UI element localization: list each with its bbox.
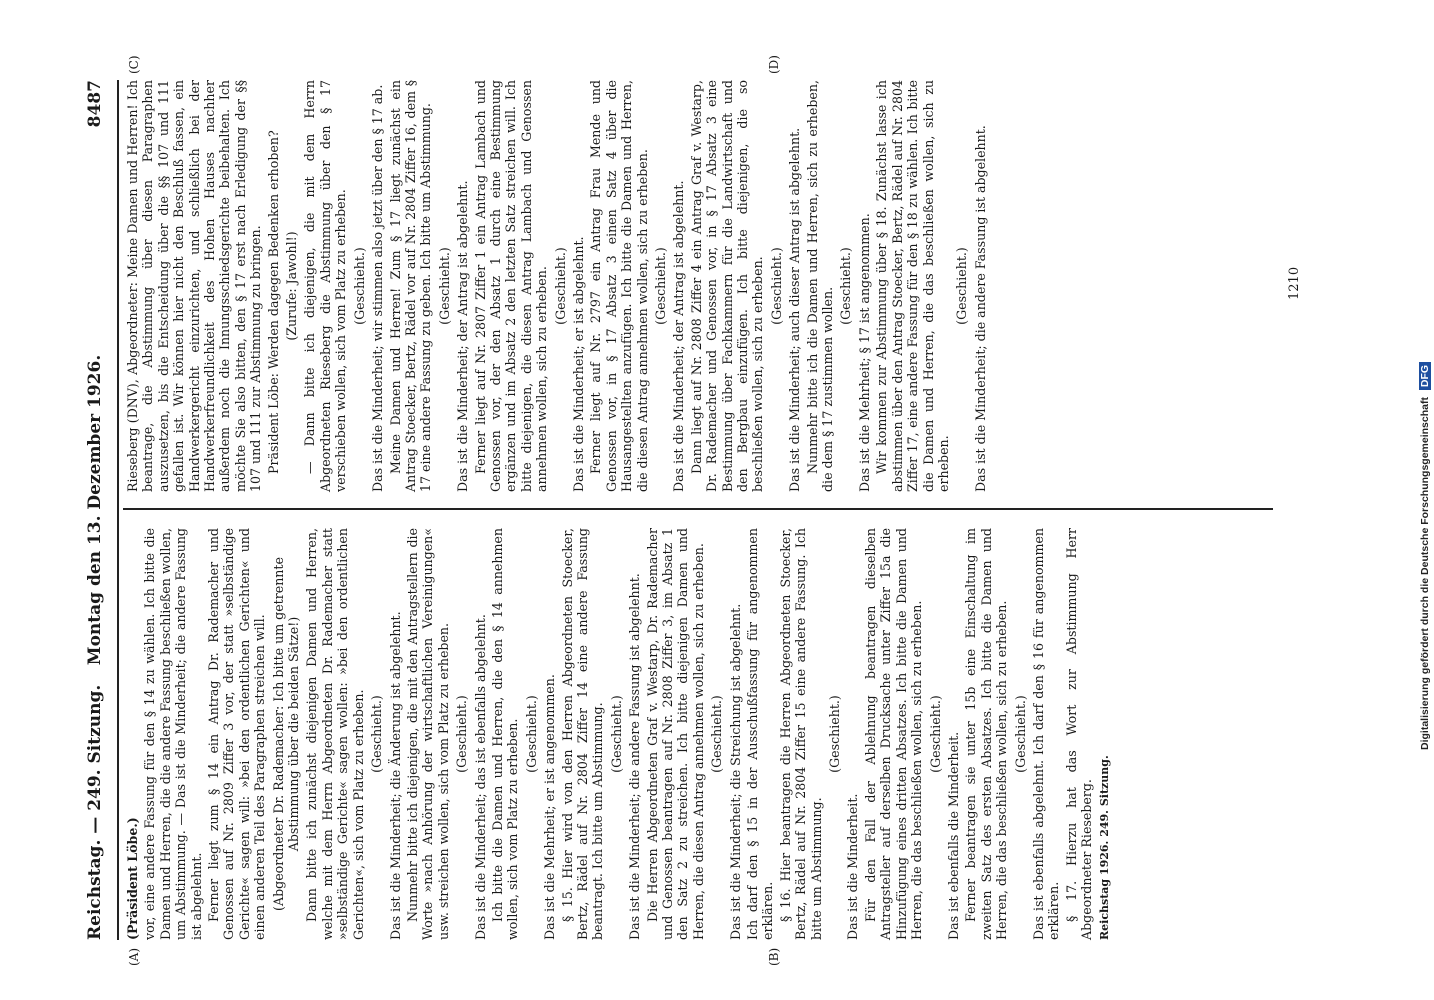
dfg-logo: DFG [1419,362,1431,390]
page-header [77,80,119,940]
paragraph: § 17. Hierzu hat das Wort zur Abstimmung Herr Abgeordneter Rieseberg. [1063,528,1095,940]
document-page [77,55,1377,966]
paragraph: Meine Damen und Herren! Zum § 17 liegt zunächst ein Antrag Stoecker, Bertz, Rädel vor auf Nr. 2804 Ziffer 16, dem § 17 eine andere Fassung zu geben. Ich bitte um Abstimmung. [387,80,434,492]
page-footer: Reichstag 1926. 249. Sitzung. [1097,755,1111,940]
paragraph: Die Herren Abgeordneten Graf v. Westarp, Dr. Rademacher und Genossen beantragen auf Nr. 2808 Ziffer 3, im Absatz 1 den Satz 2 zu streichen. Ich bitte diejenigen Damen und Herren, die diesen Antrag annehmen wollen, sich zu erheben. [644,528,706,940]
column-divider [123,508,1273,510]
paragraph: Dann bitte ich zunächst diejenigen Damen und Herren, welche mit dem Herrn Abgeordneten Dr. Rademacher statt »selbständige Gerichte« sagen wollen: »bei den ordentlichen Gerichten«, sich vom Platz zu erheben. [304,528,366,940]
digitization-credit [1416,190,1434,750]
paragraph: Nunmehr bitte ich die Damen und Herren, sich zu erheben, die dem § 17 zustimmen wollen. [804,80,836,492]
procedure-note: (Geschieht.) [653,247,668,325]
sheet-number: 1210 [1287,266,1302,300]
paragraph: Dann liegt auf Nr. 2808 Ziffer 4 ein Antrag Graf v. Westarp, Dr. Rademacher und Genossen vor, in § 17 Absatz 3 eine Bestimmung über Fachkammern für die Landwirtschaft und den Bergbau einzufügen. Ich bitte diejenigen, die so beschließen wollen, sich zu erheben. [688,80,766,492]
procedure-note: (Geschieht.) [838,247,854,325]
credit-text: Digitalisierung gefördert durch die Deutsche Forschungsgemeinschaft [1419,397,1431,750]
paragraph: Nunmehr bitte ich diejenigen, die mit den Antragstellern die Worte »nach Anhörung der wirtschaftlichen Vereinigungen« usw. streichen wollen, sich vom Platz zu erheben. [404,528,451,940]
header-session: Reichstag. — 249. Sitzung. [85,684,105,940]
paragraph: Ich darf den § 15 in der Ausschußfassung für angenommen erklären. [745,528,776,940]
paragraph: Ferner beantragen sie unter 15b eine Einschaltung im zweiten Satz des ersten Absatzes. Ich bitte die Damen und Herren, die das beschließen wollen, sich zu erheben. [963,528,1010,940]
paragraph: Das ist die Minderheit; er ist abgelehnt. [570,236,586,492]
paragraph: Präsident Löbe: Werden dagegen Bedenken erhoben? [265,130,281,474]
procedure-note: (Geschieht.) [369,695,385,773]
paragraph: Wir kommen zur Abstimmung über § 18. Zunächst lasse ich abstimmen über den Antrag Stoecker, Bertz, Rädel auf Nr. 2804 Ziffer 17, eine andere Fassung für den § 18 zu wählen. Ich bitte die Damen und Herren, die das beschließen wollen, sich zu erheben. [874,80,951,492]
procedure-note: (Geschieht.) [927,695,943,773]
paragraph: § 16. Hier beantragen die Herren Abgeordneten Stoecker, Bertz, Rädel auf Nr. 2804 Ziffer 15 eine andere Fassung. Ich bitte um Abstimmung. [777,528,824,940]
margin-marker-b: (B) [767,947,781,966]
paragraph: Ich bitte die Damen und Herren, die den § 14 annehmen wollen, sich vom Platz zu erheben. [489,528,521,940]
paragraph: Das ist ebenfalls die Minderheit. [945,731,961,940]
procedure-note: (Geschieht.) [827,695,843,773]
header-page-number: 8487 [85,80,105,128]
paragraph: Für den Fall der Ablehnung beantragen dieselben Antragsteller auf derselben Drucksache unter Ziffer 15a die Hinzufügung eines dritten Absatzes. Ich bitte die Damen und Herren, die das beschließen wollen, sich zu erheben. [862,528,925,940]
procedure-note: (Geschieht.) [552,247,568,325]
paragraph: Rieseberg (DNV), Abgeordneter: Meine Damen und Herren! Ich beantrage, die Abstimmung über diesen Paragraphen auszusetzen, bis die Entscheidung über die §§ 107 und 111 gefallen ist. Wir können hier nicht den Beschluß fassen, ein Handwerkergericht einzurichten, und schließlich bei der Handwerkerfreundlichkeit des Hohen Hauses nachher außerdem noch die Innungsschiedsgerichte beibehalten. Ich möchte Sie also bitten, den § 17 erst nach Erledigung der §§ 107 und 111 zur Abstimmung zu bringen. [125,80,264,492]
paragraph: Das ist die Minderheit; die Änderung ist abgelehnt. [387,611,403,940]
procedure-note: (Geschieht.) [954,247,970,325]
paragraph: Das ist die Mehrheit; er ist angenommen. [542,674,558,940]
procedure-note: (Geschieht.) [608,695,624,773]
margin-marker-d: (D) [767,55,781,74]
procedure-note: (Geschieht.) [1012,695,1028,773]
paragraph: Das ist die Minderheit; die andere Fassung ist abgelehnt. [972,125,988,492]
paragraph: Das ist die Minderheit; die andere Fassung ist abgelehnt. [627,573,643,940]
paragraph: Das ist die Minderheit; die Streichung ist abgelehnt. [727,603,743,940]
paragraph: Das ist die Minderheit; das ist ebenfalls abgelehnt. [472,614,488,940]
paragraph: Das ist die Minderheit; der Antrag ist abgelehnt. [455,180,471,492]
procedure-note: (Geschieht.) [709,695,725,773]
speaker-note: (Präsident Löbe.) [125,817,140,940]
interjection: (Abgeordneter Dr. Rademacher: Ich bitte um getrennte Abstimmung über die beiden Sätze!) [270,557,302,911]
margin-marker-a: (A) [127,947,141,966]
margin-marker-c: (C) [127,55,141,74]
procedure-note: (Geschieht.) [436,247,452,325]
paragraph: vor, eine andere Fassung für den § 14 zu wählen. Ich bitte die Damen und Herren, die die andere Fassung beschließen wollen, um Abstimmung. — Das ist die Minderheit; die andere Fassung ist abgelehnt. [142,528,204,940]
paragraph: Das ist die Minderheit; auch dieser Antrag ist abgelehnt. [787,127,803,492]
paragraph: Ferner liegt auf Nr. 2797 ein Antrag Frau Mende und Genossen vor, in § 17 Absatz 3 einen Satz 4 über die Hausangestellten anzufügen. Ich bitte die Damen und Herren, die diesen Antrag annehmen wollen, sich zu erheben. [588,80,650,492]
paragraph: Ferner liegt auf Nr. 2807 Ziffer 1 ein Antrag Lambach und Genossen vor, der den Absatz 1 durch eine Bestimmung ergänzen und im Absatz 2 den letzten Satz streichen will. Ich bitte diejenigen, die diesen Antrag Lambach und Genossen annehmen wollen, sich zu erheben. [472,80,550,492]
right-column [125,80,990,492]
paragraph: Ferner liegt zum § 14 ein Antrag Dr. Rademacher und Genossen auf Nr. 2809 Ziffer 3 vor, der statt »selbständige Gerichte« sagen will: »bei den ordentlichen Gerichten« und einen anderen Teil des Paragraphen streichen will. [206,528,268,940]
paragraph: Das ist die Minderheit. [845,793,861,940]
paragraph: Das ist die Minderheit; der Antrag ist abgelehnt. [671,180,687,492]
paragraph: Das ist die Minderheit; wir stimmen also jetzt über den § 17 ab. [370,84,386,492]
procedure-note: (Geschieht.) [768,247,784,325]
procedure-note: (Geschieht.) [351,247,367,325]
paragraph: — Dann bitte ich diejenigen, die mit dem Herrn Abgeordneten Rieseberg die Abstimmung über den § 17 verschieben wollen, sich vom Platz zu erheben. [302,80,349,492]
header-date: Montag den 13. Dezember 1926. [85,354,105,666]
paragraph: Das ist die Mehrheit; § 17 ist angenommen. [856,213,872,492]
procedure-note: (Geschieht.) [523,695,539,773]
interjection: (Zurufe: Jawohl!) [284,231,300,341]
left-column [125,528,1114,940]
paragraph: § 15. Hier wird von den Herren Abgeordneten Stoecker, Bertz, Rädel auf Nr. 2804 Ziffer 14 eine andere Fassung beantragt. Ich bitte um Abstimmung. [559,528,606,940]
paragraph: Das ist ebenfalls abgelehnt. Ich darf den § 16 für angenommen erklären. [1030,528,1062,940]
procedure-note: (Geschieht.) [454,695,470,773]
